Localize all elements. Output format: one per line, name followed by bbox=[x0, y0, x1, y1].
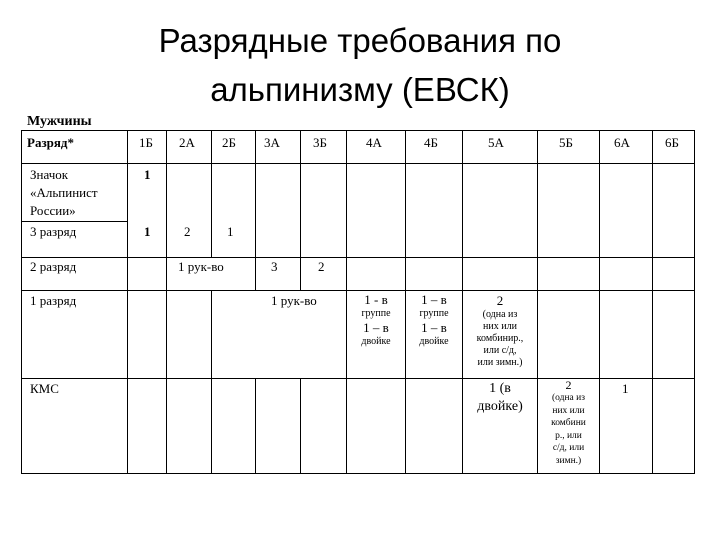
col-header-3a: 3А bbox=[264, 135, 280, 150]
kms-6a-value: 1 bbox=[622, 381, 629, 396]
col-header-6b: 6Б bbox=[665, 135, 679, 150]
row-label-rank-3: 3 разряд bbox=[30, 224, 77, 239]
slide-title-line-1: Разрядные требования по bbox=[158, 22, 562, 59]
col-header-5a: 5А bbox=[488, 135, 504, 150]
slide-title-line-2: альпинизму (ЕВСК) bbox=[210, 71, 510, 108]
group-label: Мужчины bbox=[27, 114, 92, 129]
rank1-3a-3b-value: 1 рук-во bbox=[271, 293, 317, 308]
rank3-1b-value: 1 bbox=[144, 224, 151, 239]
col-header-2b: 2Б bbox=[222, 135, 236, 150]
rank1-5a-value: 2 (одна из них или комбинир., или с/д, или зимн.) bbox=[476, 293, 524, 368]
rank1-4b-value: 1 – в группе 1 – в двойке bbox=[419, 292, 449, 347]
col-header-1b: 1Б bbox=[139, 135, 153, 150]
kms-5a-value: 1 (в двойке) bbox=[477, 381, 523, 414]
rank2-2a-2b-value: 1 рук-во bbox=[178, 259, 224, 274]
kms-5b-value: 2 (одна из них или комбини р., или с/д, или зимн.) bbox=[551, 378, 586, 466]
row-label-badge: Значок «Альпинист России» bbox=[30, 167, 98, 218]
col-header-4a: 4А bbox=[366, 135, 382, 150]
row-label-rank-2: 2 разряд bbox=[30, 259, 77, 274]
rank3-2a-value: 2 bbox=[184, 224, 191, 239]
rank2-3a-value: 3 bbox=[271, 259, 278, 274]
col-header-3b: 3Б bbox=[313, 135, 327, 150]
rank3-2b-value: 1 bbox=[227, 224, 234, 239]
badge-1b-value: 1 bbox=[144, 167, 151, 182]
col-header-4b: 4Б bbox=[424, 135, 438, 150]
rank2-3b-value: 2 bbox=[318, 259, 325, 274]
col-header-2a: 2А bbox=[179, 135, 195, 150]
header-rank-label: Разряд* bbox=[27, 135, 75, 150]
rank1-4a-value: 1 - в группе 1 – в двойке bbox=[361, 292, 391, 347]
col-header-6a: 6А bbox=[614, 135, 630, 150]
row-label-rank-1: 1 разряд bbox=[30, 293, 77, 308]
row-label-kms: КМС bbox=[30, 381, 59, 396]
col-header-5b: 5Б bbox=[559, 135, 573, 150]
